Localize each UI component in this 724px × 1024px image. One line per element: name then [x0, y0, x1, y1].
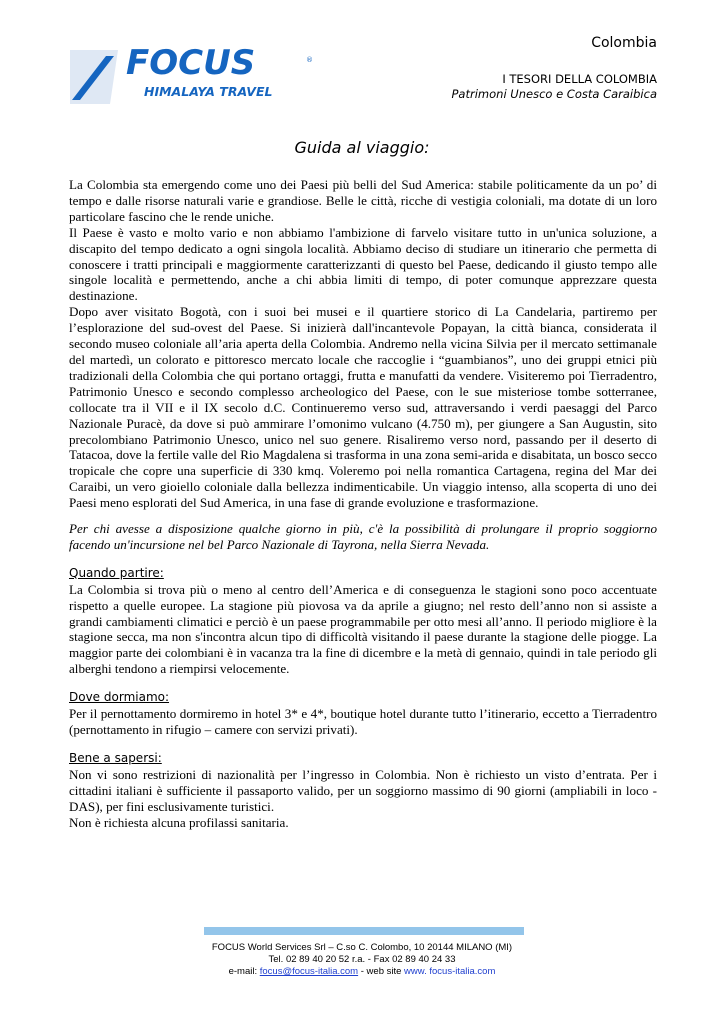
section-heading-know: Bene a sapersi: [69, 750, 162, 765]
footer-web-label: - web site [358, 966, 405, 977]
footer-email-link[interactable]: focus@focus-italia.com [259, 966, 359, 977]
intro-paragraph: Il Paese è vasto e molto vario e non abbiamo l'ambizione di farvelo visitare tutto in un'unica soluzione, a discapito del tempo dedicato a ogni singola località. Abbiamo deciso di studiare un itinerario che permetta di conoscere i tratti principali e maggiormente caratterizzanti di questo bel Paese, dedicando il giusto tempo alle singole località e permettendo, anche a chi abbia limiti di tempo, di poter comunque apprezzare questa destinazione. [69, 224, 657, 304]
footer-email-label: e-mail: [228, 966, 260, 977]
section-heading-where: Dove dormiamo: [69, 690, 170, 705]
footer-company: FOCUS World Services Srl – C.so C. Colombo, 10 20144 MILANO (MI) [211, 942, 513, 953]
section-heading-when: Quando partire: [69, 565, 164, 580]
logo-sub-text: HIMALAYA TRAVEL [144, 84, 273, 99]
section-text-know: Non è richiesta alcuna profilassi sanitaria. [69, 814, 289, 830]
header-tour-subtitle: Patrimoni Unesco e Costa Caraibica [451, 87, 657, 101]
footer-contacts [0, 966, 724, 977]
intro-paragraph: La Colombia sta emergendo come uno dei Paesi più belli del Sud America: stabile politicamente da un po’ di tempo e dalle risorse naturali varie e grandiose. Belle le città, ricche di vestigia coloniali, ma dotate di un loro particolare fascino che le rende uniche. [69, 177, 657, 224]
header-country: Colombia [591, 35, 657, 51]
guide-title: Guida al viaggio: [294, 138, 430, 157]
footer-phone: Tel. 02 89 40 20 52 r.a. - Fax 02 89 40 24 33 [268, 954, 456, 965]
footer-web-link[interactable]: www. focus-italia.com [404, 966, 496, 977]
footer-divider-bar [204, 927, 524, 935]
header-tour-title: I TESORI DELLA COLOMBIA [502, 72, 657, 86]
document-body [69, 177, 657, 830]
logo-main-text: FOCUS [126, 43, 256, 83]
section-text-where: Per il pernottamento dormiremo in hotel 3* e 4*, boutique hotel durante tutto l’itinerario, eccetto a Tierradentro (pernottamento in rifugio – camere con servizi privati). [69, 706, 657, 737]
logo-registered-mark: ® [306, 56, 313, 64]
section-text-when: La Colombia si trova più o meno al centro dell’America e di conseguenza le stagioni sono poco accentuate rispetto a quelle europee. La stagione più piovosa va da aprile a giugno; nel resto dell’anno non si assiste a grandi cambiamenti climatici e perciò è un paese programmabile per otto mesi all’anno. Il periodo migliore è la stagione secca, ma non s'incontra alcun tipo di difficoltà visitando il paese durante la stagione delle piogge. La maggior parte dei colombiani è in vacanza tra la fine di dicembre e la metà di gennaio, quindi in tale periodo gli alberghi tendono a riempirsi velocemente. [69, 581, 657, 677]
extension-note: Per chi avesse a disposizione qualche giorno in più, c'è la possibilità di prolungare il proprio soggiorno facendo un'incursione nel bel Parco Nazionale di Tayrona, nella Sierra Nevada. [69, 521, 657, 552]
intro-paragraph: Dopo aver visitato Bogotà, con i suoi bei musei e il quartiere storico di La Candelaria, partiremo per l’esplorazione del sud-ovest del Paese. Si inizierà dall'incantevole Popayan, la città bianca, considerata il secondo museo coloniale all’aria aperta della Colombia. Andremo nella vicina Silvia per il mercato settimanale del martedì, un colorato e pittoresco mercato locale che raccoglie i “guambianos”, uno dei gruppi etnici più tradizionali della Colombia che qui portano ortaggi, frutta e manufatti da vendere. Visiteremo poi Tierradentro, Patrimonio Unesco e secondo complesso archeologico del Paese, con le sue misteriose tombe sotterranee, collocate tra il VII e il IX secolo d.C. Continueremo verso sud, attraversando i verdi paesaggi del Parco Nazionale Puracè, da dove si può ammirare l’omonimo vulcano (4.750 m), per giungere a San Augustin, sito precolombiano Patrimonio Unesco, unico nel suo genere. Risaliremo verso nord, passando per il deserto di Tatacoa, dove la fertile valle del Rio Magdalena si trasforma in una zona semi-arida e disabitata, un bosco secco tropicale che copre una superficie di 330 kmq. Voleremo poi nella romantica Cartagena, regina del Mar dei Caraibi, un vero gioiello coloniale dalla bellezza indimenticabile. Un viaggio intenso, alla scoperta di uno dei Paesi meno esplorati del Sud America, in una fase di grande evoluzione e trasformazione. [69, 304, 657, 511]
focus-himalaya-travel-logo [66, 42, 316, 112]
section-text-know: Non vi sono restrizioni di nazionalità per l’ingresso in Colombia. Non è richiesto un visto d’entrata. Per i cittadini italiani è sufficiente il passaporto valido, per un soggiorno massimo di 90 giorni (ampliabili in loco - DAS), per fini esclusivamente turistici. [69, 766, 657, 814]
